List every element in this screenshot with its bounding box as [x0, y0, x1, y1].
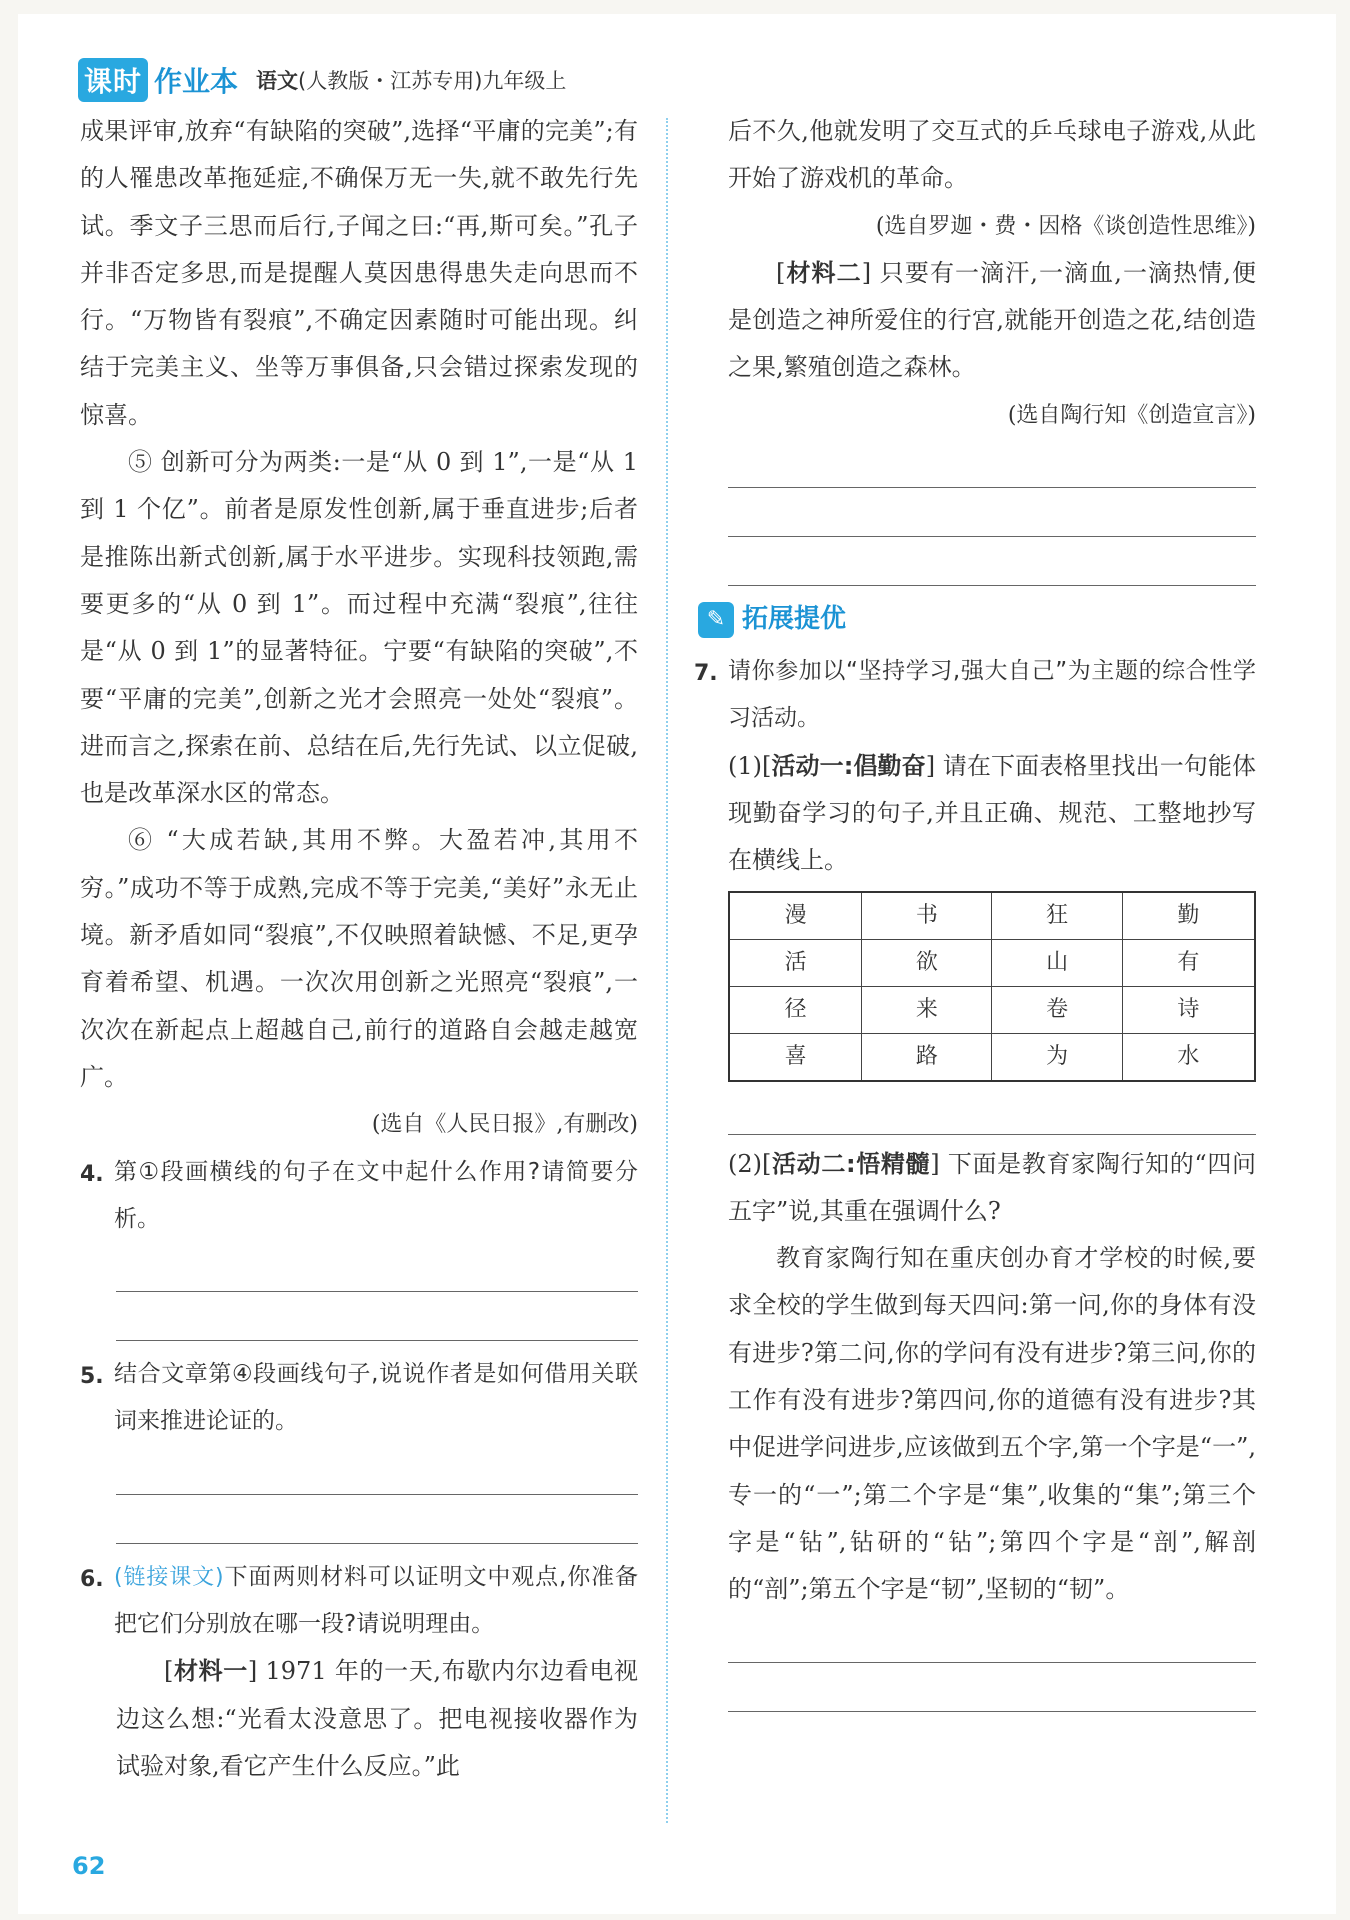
answer-line[interactable]	[116, 1446, 638, 1495]
character-grid	[728, 891, 1256, 1082]
grid-cell: 路	[862, 1033, 992, 1081]
answer-line[interactable]	[728, 439, 1256, 488]
activity-1-text: 请在下面表格里找出一句能体现勤奋学习的句子,并且正确、规范、工整地抄写在横线上。	[728, 751, 1256, 875]
answer-line[interactable]	[116, 1495, 638, 1544]
column-divider	[666, 118, 668, 1823]
answer-line[interactable]	[728, 537, 1256, 586]
answer-line[interactable]	[728, 1086, 1256, 1135]
answer-line[interactable]	[116, 1243, 638, 1292]
question-number: 7.	[694, 661, 718, 687]
grid-row	[729, 986, 1255, 1033]
question-number: 4.	[80, 1161, 104, 1187]
grid-row	[729, 892, 1255, 940]
question-text: 结合文章第④段画线句子,说说作者是如何借用关联词来推进论证的。	[114, 1361, 638, 1435]
question-text: 请你参加以“坚持学习,强大自己”为主题的综合性学习活动。	[728, 658, 1256, 732]
paragraph-6: ⑥ “大成若缺,其用不弊。大盈若冲,其用不穷。”成功不等于成熟,完成不等于完美,“美好”永无止境。新矛盾如同“裂痕”,不仅映照着缺憾、不足,更孕育着希望、机遇。一次次用创新之光照亮“裂痕”,一次次在新起点上超越自己,前行的道路自会越走越宽广。	[80, 826, 638, 1091]
question-number: 5.	[80, 1364, 104, 1390]
question-7	[694, 648, 1256, 743]
pencil-icon: ✎	[698, 602, 734, 638]
book-info	[256, 65, 566, 95]
grid-cell: 漫	[729, 892, 862, 940]
paragraph-5: ⑤ 创新可分为两类:一是“从 0 到 1”,一是“从 1 到 1 个亿”。前者是原发性创新,属于垂直进步;后者是推陈出新式创新,属于水平进步。实现科技领跑,需要更多的“从 0 到 1”。而过程中充满“裂痕”,往往是“从 0 到 1”的显著特征。宁要“有缺陷的突破”,不要“平庸的完美”,创新之光才会照亮一处处“裂痕”。进而言之,探索在前、总结在后,先行先试、以立促破,也是改革深水区的常态。	[80, 448, 638, 808]
question-5	[80, 1351, 638, 1446]
grid-cell: 为	[992, 1033, 1122, 1081]
link-tag: (链接课文)	[114, 1564, 224, 1590]
grid-cell: 书	[862, 892, 992, 940]
section-title: 拓展提优	[742, 604, 847, 635]
grid-row	[729, 1033, 1255, 1081]
page-header	[78, 58, 566, 102]
grid-cell: 狂	[992, 892, 1122, 940]
question-text-main: 下面两则材料可以证明文中观点,你准备把它们分别放在哪一段?请说明理由。	[114, 1563, 639, 1638]
grid-cell: 诗	[1122, 986, 1255, 1033]
right-column	[694, 108, 1257, 1712]
left-column	[80, 108, 638, 1790]
answer-area-4	[80, 1243, 638, 1341]
question-text: 第①段画横线的句子在文中起什么作用?请简要分析。	[114, 1158, 638, 1232]
article-source: (选自《人民日报》,有删改)	[371, 1112, 638, 1138]
answer-line[interactable]	[728, 1663, 1256, 1712]
activity-2-passage: 教育家陶行知在重庆创办育才学校的时候,要求全校的学生做到每天四问:第一问,你的身体有没有进步?第二问,你的学问有没有进步?第三问,你的工作有没有进步?第四问,你的道德有没有进步?其中促进学问进步,应该做到五个字,第一个字是“一”,专一的“一”;第二个字是“集”,收集的“集”;第三个字是“钻”,钻研的“钻”;第四个字是“剖”,解剖的“剖”;第五个字是“韧”,坚韧的“韧”。	[728, 1244, 1256, 1604]
material-1-text: [材料一] 1971 年的一天,布歇内尔边看电视边这么想:“光看太没意思了。把电视接收器作为试验对象,看它产生什么反应。”此	[116, 1657, 638, 1780]
logo-suffix: 作业本	[154, 65, 239, 98]
question-6	[80, 1554, 638, 1649]
activity-2-label: 活动二:悟精髓	[771, 1149, 931, 1178]
grid-cell: 有	[1122, 939, 1255, 986]
material-2-body: 只要有一滴汗,一滴血,一滴热情,便是创造之神所爱住的行宫,就能开创造之花,结创造之果,繁殖创造之森林。	[728, 258, 1257, 382]
grid-cell: 活	[729, 939, 862, 986]
answer-area-5	[80, 1446, 638, 1544]
grid-cell: 勤	[1122, 892, 1255, 940]
grid-cell: 水	[1122, 1033, 1255, 1081]
grid-cell: 卷	[992, 986, 1122, 1033]
logo: 课时	[78, 58, 148, 102]
answer-line[interactable]	[728, 1614, 1256, 1663]
material-1-body: 1971 年的一天,布歇内尔边看电视边这么想:“光看太没意思了。把电视接收器作为试验对象,看它产生什么反应。”此	[116, 1657, 638, 1780]
material-1-label: 材料一	[173, 1657, 248, 1686]
paragraph-4-continued: 成果评审,放弃“有缺陷的突破”,选择“平庸的完美”;有的人罹患改革拖延症,不确保万无一失,就不敢先行先试。季文子三思而后行,子闻之曰:“再,斯可矣。”孔子并非否定多思,而是提醒人莫因患得患失走向思而不行。“万物皆有裂痕”,不确定因素随时可能出现。纠结于完美主义、坐等万事俱备,只会错过探索发现的惊喜。	[80, 117, 638, 429]
activity-2: (2)[活动二:悟精髓] 下面是教育家陶行知的“四问五字”说,其重在强调什么?	[728, 1149, 1256, 1225]
answer-line[interactable]	[116, 1292, 638, 1341]
material-1-continued: 后不久,他就发明了交互式的乒乓球电子游戏,从此开始了游戏机的革命。	[728, 117, 1256, 193]
answer-area-6	[728, 439, 1256, 586]
material-2-source: (选自陶行知《创造宣言》)	[1007, 402, 1256, 428]
grid-cell: 山	[992, 939, 1122, 986]
question-number: 6.	[80, 1566, 104, 1592]
material-2-label: 材料二	[785, 258, 862, 287]
page-number: 62	[72, 1852, 106, 1880]
grid-row	[729, 939, 1255, 986]
material-2-text: [材料二] 只要有一滴汗,一滴血,一滴热情,便是创造之神所爱住的行宫,就能开创造之花,结创造之果,繁殖创造之森林。	[728, 258, 1257, 382]
material-1	[80, 1648, 638, 1790]
material-1-source: (选自罗迦・费・因格《谈创造性思维》)	[875, 213, 1256, 239]
grid-cell: 欲	[862, 939, 992, 986]
subject: 语文	[256, 69, 299, 93]
question-text	[114, 1554, 638, 1649]
edition: (人教版・江苏专用)九年级上	[298, 69, 567, 93]
activity-2-text: 下面是教育家陶行知的“四问五字”说,其重在强调什么?	[728, 1149, 1256, 1225]
activity-1-label: 活动一:倡勤奋	[771, 751, 926, 780]
grid-cell: 径	[729, 986, 862, 1033]
activity-1: (1)[活动一:倡勤奋] 请在下面表格里找出一句能体现勤奋学习的句子,并且正确、规范、工整地抄写在横线上。	[728, 751, 1256, 875]
answer-line[interactable]	[728, 488, 1256, 537]
section-header	[698, 596, 1256, 644]
grid-cell: 来	[862, 986, 992, 1033]
grid-cell: 喜	[729, 1033, 862, 1081]
question-4	[80, 1149, 638, 1244]
